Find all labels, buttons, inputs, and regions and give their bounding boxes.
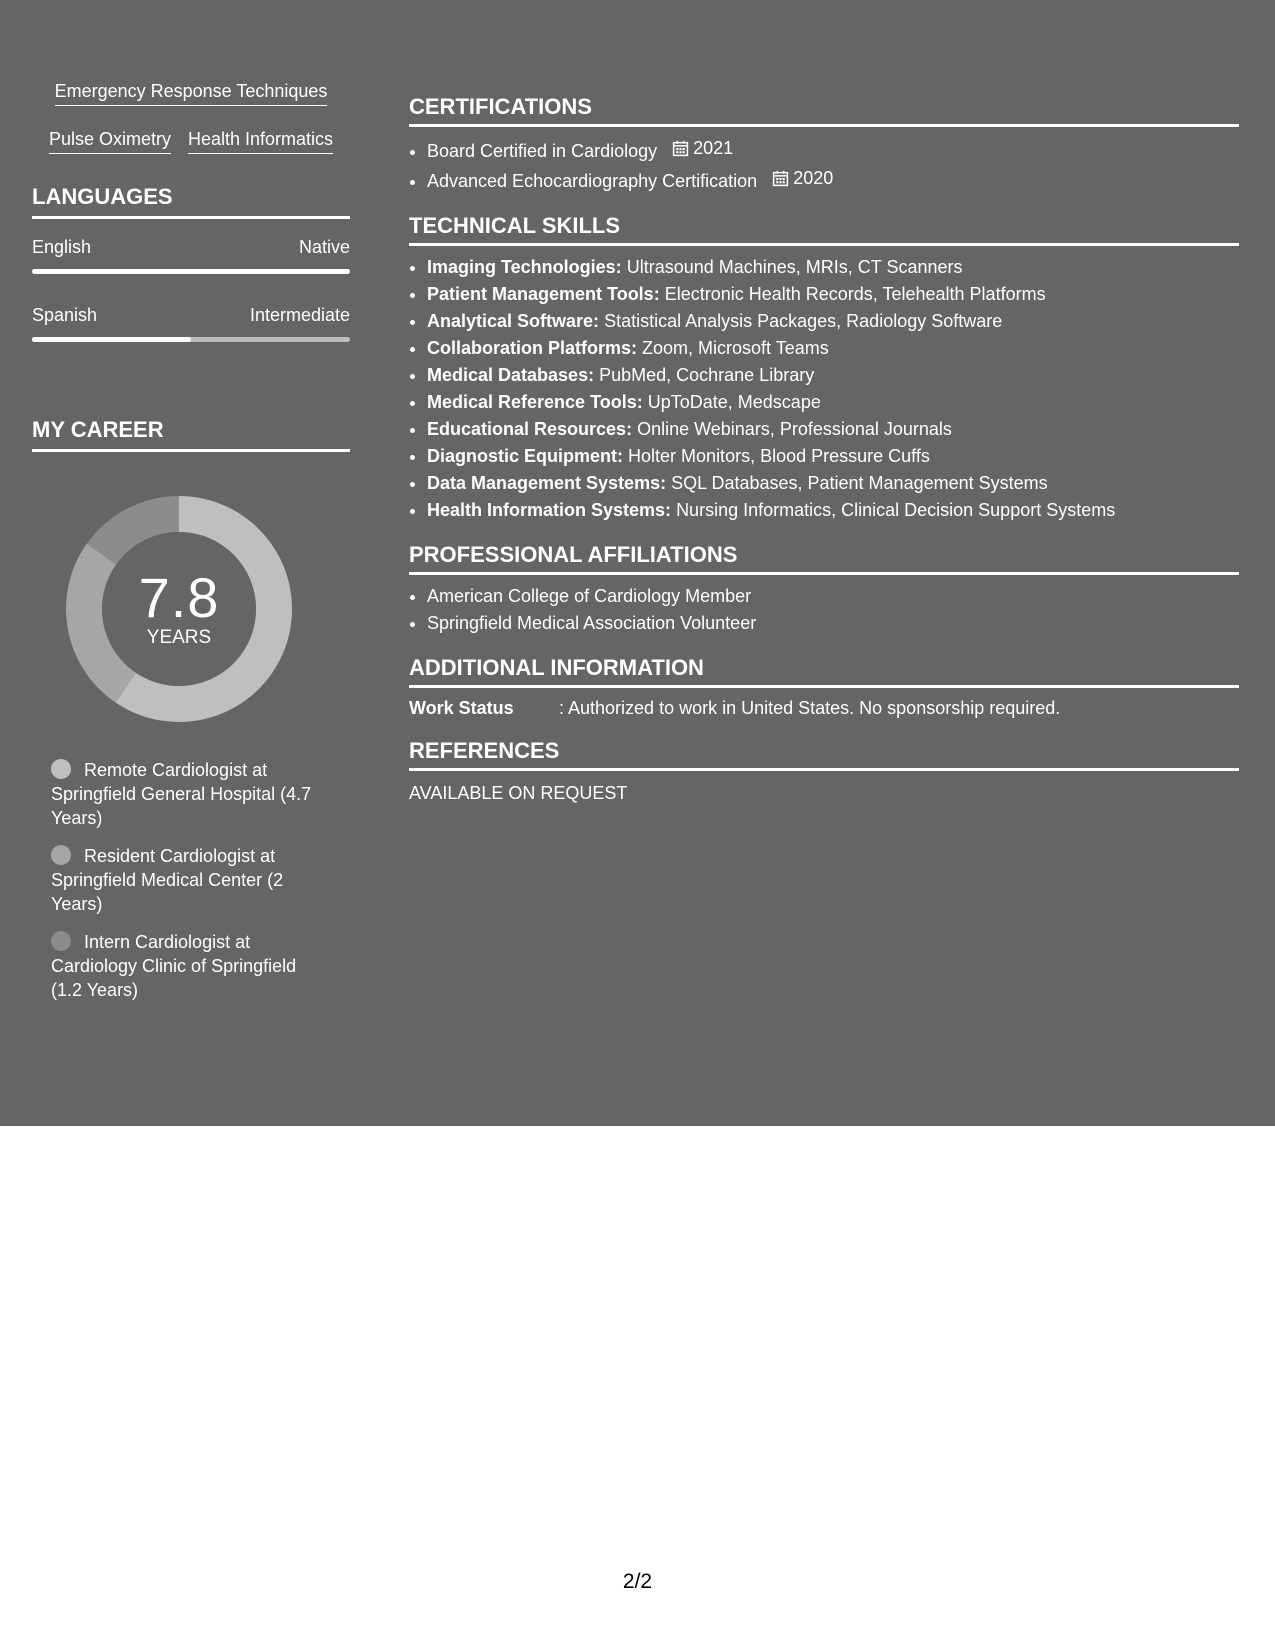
skill-category: Analytical Software: <box>427 311 600 331</box>
career-total-unit: YEARS <box>146 627 212 648</box>
career-legend-item <box>51 758 331 830</box>
technical-skill-item <box>427 335 1239 362</box>
certification-name: Advanced Echocardiography Certification <box>427 171 758 191</box>
technical-skill-item <box>427 497 1239 524</box>
career-donut-chart <box>66 496 292 722</box>
skill-category: Health Information Systems: <box>427 500 672 520</box>
skill-value: UpToDate, Medscape <box>647 392 821 412</box>
career-role: Remote Cardiologist at Springfield General Hospital (4.7 Years) <box>51 760 312 828</box>
technical-skill-item <box>427 443 1239 470</box>
sidebar <box>32 80 350 1016</box>
skill-tags-row <box>32 128 350 154</box>
work-status-row <box>409 696 1239 720</box>
skill-value: Electronic Health Records, Telehealth Platforms <box>664 284 1046 304</box>
technical-skills-section <box>409 213 1239 524</box>
additional-info-section <box>409 655 1239 720</box>
certification-year: 2020 <box>793 168 834 188</box>
skill-value: PubMed, Cochrane Library <box>599 365 815 385</box>
technical-skill-item <box>427 281 1239 308</box>
skill-tag: Health Informatics <box>188 128 333 154</box>
affiliation-item: • Springfield Medical Association Volunteer <box>427 610 1239 637</box>
career-role: Resident Cardiologist at Springfield Medical Center (2 Years) <box>51 846 284 914</box>
skill-value: Statistical Analysis Packages, Radiology Software <box>604 311 1003 331</box>
calendar-icon <box>672 140 689 157</box>
career-heading: MY CAREER <box>32 417 350 452</box>
language-level: Intermediate <box>249 305 350 325</box>
technical-skill-item <box>427 254 1239 281</box>
languages-section <box>32 184 350 342</box>
skill-category: Collaboration Platforms: <box>427 338 638 358</box>
career-legend-item <box>51 930 331 1002</box>
language-item <box>32 236 350 274</box>
career-total-value: 7.8 <box>138 566 220 629</box>
technical-skill-item <box>427 470 1239 497</box>
skill-value: SQL Databases, Patient Management Systems <box>671 473 1048 493</box>
language-proficiency-fill <box>32 269 350 274</box>
certifications-section <box>409 94 1239 195</box>
language-proficiency-bar <box>32 337 350 342</box>
work-status-value: : Authorized to work in United States. No sponsorship required. <box>559 698 1061 718</box>
skill-value: Nursing Informatics, Clinical Decision Support Systems <box>676 500 1116 520</box>
affiliations-section <box>409 542 1239 637</box>
additional-info-heading: ADDITIONAL INFORMATION <box>409 655 1239 688</box>
legend-dot-icon <box>51 759 71 779</box>
legend-dot-icon <box>51 845 71 865</box>
skill-value: Ultrasound Machines, MRIs, CT Scanners <box>626 257 963 277</box>
technical-skill-item <box>427 416 1239 443</box>
career-legend-item <box>51 844 331 916</box>
calendar-icon <box>772 170 789 187</box>
work-status-label: Work Status <box>409 698 514 718</box>
skill-category: Imaging Technologies: <box>427 257 622 277</box>
references-section <box>409 738 1239 805</box>
skill-category: Medical Reference Tools: <box>427 392 643 412</box>
skill-category: Patient Management Tools: <box>427 284 660 304</box>
skill-category: Data Management Systems: <box>427 473 667 493</box>
certifications-heading: CERTIFICATIONS <box>409 94 1239 127</box>
references-heading: REFERENCES <box>409 738 1239 771</box>
language-item <box>32 304 350 342</box>
skill-category: Diagnostic Equipment: <box>427 446 624 466</box>
skill-category: Educational Resources: <box>427 419 633 439</box>
skill-value: Online Webinars, Professional Journals <box>637 419 952 439</box>
affiliations-heading: PROFESSIONAL AFFILIATIONS <box>409 542 1239 575</box>
skill-tag: Pulse Oximetry <box>49 128 171 154</box>
language-proficiency-fill <box>32 337 191 342</box>
skill-value: Zoom, Microsoft Teams <box>642 338 829 358</box>
language-level: Native <box>298 237 350 257</box>
career-section <box>32 417 350 1002</box>
certification-item <box>427 135 1239 165</box>
skill-value: Holter Monitors, Blood Pressure Cuffs <box>628 446 930 466</box>
skill-category: Medical Databases: <box>427 365 595 385</box>
technical-skill-item <box>427 362 1239 389</box>
certification-year: 2021 <box>693 138 734 158</box>
references-text: AVAILABLE ON REQUEST <box>409 783 628 803</box>
career-legend <box>32 758 331 1002</box>
affiliation-item: • American College of Cardiology Member <box>427 583 1239 610</box>
legend-dot-icon <box>51 931 71 951</box>
languages-heading: LANGUAGES <box>32 184 350 219</box>
main-content <box>409 94 1239 823</box>
certification-item <box>427 165 1239 195</box>
technical-skill-item <box>427 389 1239 416</box>
technical-skills-heading: TECHNICAL SKILLS <box>409 213 1239 246</box>
career-role: Intern Cardiologist at Cardiology Clinic of Springfield (1.2 Years) <box>51 932 297 1000</box>
language-name: Spanish <box>32 305 98 325</box>
language-name: English <box>32 237 92 257</box>
certification-name: Board Certified in Cardiology <box>427 141 658 161</box>
technical-skill-item <box>427 308 1239 335</box>
page-number: 2/2 <box>622 1570 653 1593</box>
skill-tag: Emergency Response Techniques <box>55 80 328 106</box>
skill-tags-row <box>32 80 350 106</box>
language-proficiency-bar <box>32 269 350 274</box>
